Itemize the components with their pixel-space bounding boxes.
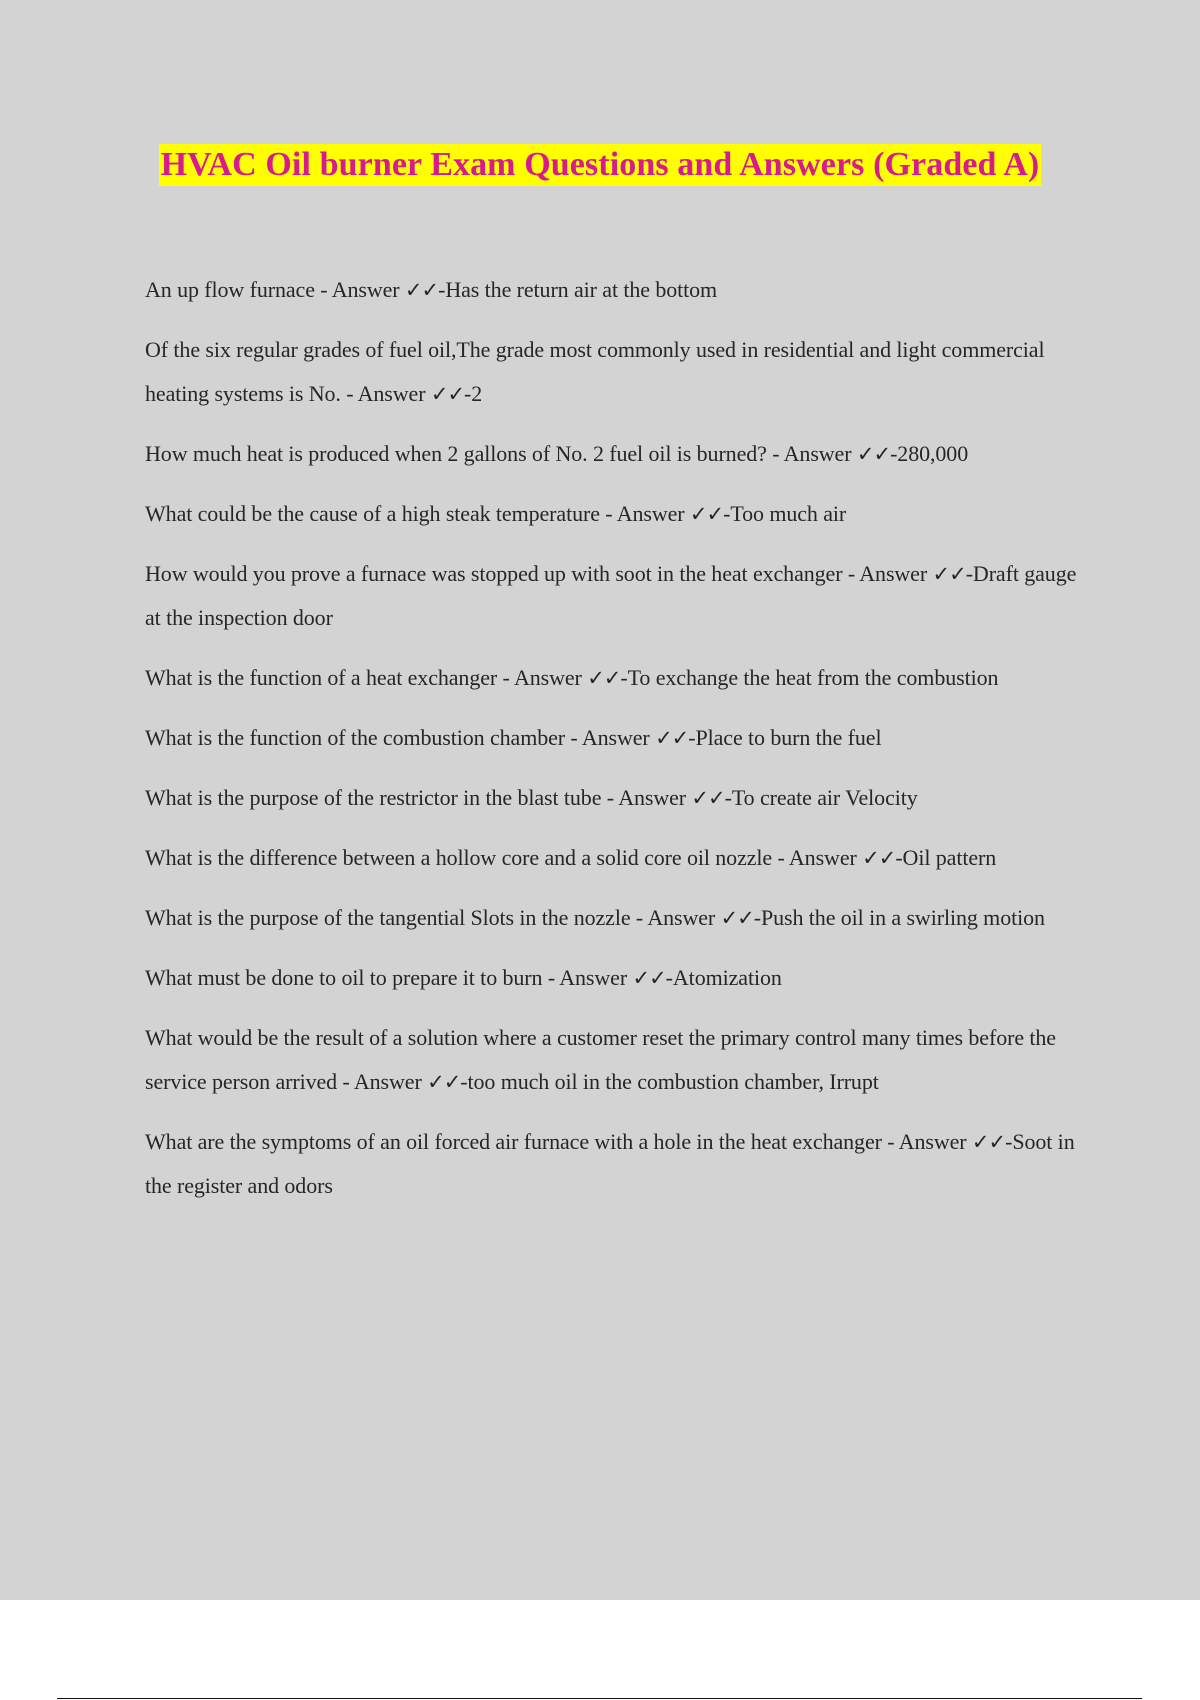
answer-label: Answer (331, 277, 400, 302)
double-check-icon: ✓✓ (430, 382, 465, 406)
qa-list (145, 268, 1085, 1224)
qa-item (145, 896, 1085, 940)
double-check-icon: ✓✓ (856, 442, 891, 466)
answer-text: -To exchange the heat from the combustion (620, 665, 999, 690)
double-check-icon: ✓✓ (427, 1070, 461, 1094)
answer-text: -Place to burn the fuel (688, 725, 882, 750)
double-check-icon: ✓✓ (932, 562, 966, 586)
answer-label: Answer (859, 561, 928, 586)
answer-label: Answer (581, 725, 650, 750)
question-text: What is the function of the combustion chamber - (145, 725, 582, 750)
answer-label: Answer (618, 785, 687, 810)
double-check-icon: ✓✓ (862, 846, 896, 870)
question-text: Of the six regular grades of fuel oil,The grade most commonly used in residential and light commercial heating systems is No. - (145, 337, 1045, 406)
answer-text: -Draft gauge at the inspection door (145, 561, 1077, 630)
double-check-icon: ✓✓ (971, 1130, 1006, 1154)
answer-text: -280,000 (890, 441, 969, 466)
question-text: What is the function of a heat exchanger - (145, 665, 514, 690)
qa-item (145, 1016, 1085, 1104)
answer-label: Answer (647, 905, 716, 930)
question-text: What are the symptoms of an oil forced air furnace with a hole in the heat exchanger - (145, 1129, 899, 1154)
answer-text: -Push the oil in a swirling motion (753, 905, 1045, 930)
qa-item (145, 716, 1085, 760)
double-check-icon: ✓✓ (720, 906, 754, 930)
answer-label: Answer (898, 1129, 967, 1154)
answer-label: Answer (616, 501, 685, 526)
answer-label: Answer (788, 845, 857, 870)
answer-label: Answer (783, 441, 852, 466)
answer-text: -Too much air (723, 501, 847, 526)
qa-item (145, 328, 1085, 416)
qa-item (145, 492, 1085, 536)
double-check-icon: ✓✓ (691, 786, 725, 810)
answer-text: -2 (464, 381, 483, 406)
answer-label: Answer (513, 665, 582, 690)
double-check-icon: ✓✓ (689, 502, 724, 526)
answer-text: -Oil pattern (895, 845, 997, 870)
title-container (0, 144, 1200, 186)
qa-item (145, 956, 1085, 1000)
qa-item (145, 656, 1085, 700)
answer-text: -Soot in the register and odors (145, 1129, 1075, 1198)
answer-label: Answer (353, 1069, 422, 1094)
double-check-icon: ✓✓ (587, 666, 621, 690)
question-text: How would you prove a furnace was stopped up with soot in the heat exchanger - (145, 561, 860, 586)
qa-item (145, 776, 1085, 820)
double-check-icon: ✓✓ (404, 278, 439, 302)
question-text: An up flow furnace - (145, 277, 332, 302)
answer-label: Answer (559, 965, 628, 990)
question-text: What could be the cause of a high steak temperature - (145, 501, 617, 526)
footer-divider (57, 1698, 1142, 1699)
question-text: What is the difference between a hollow core and a solid core oil nozzle - (145, 845, 789, 870)
qa-item (145, 1120, 1085, 1208)
question-text: What is the purpose of the restrictor in the blast tube - (145, 785, 619, 810)
question-text: What is the purpose of the tangential Slots in the nozzle - (145, 905, 648, 930)
question-text: What must be done to oil to prepare it to burn - (145, 965, 560, 990)
qa-item (145, 836, 1085, 880)
answer-text: -Has the return air at the bottom (438, 277, 718, 302)
qa-item (145, 432, 1085, 476)
qa-item (145, 552, 1085, 640)
question-text: How much heat is produced when 2 gallons of No. 2 fuel oil is burned? - (145, 441, 784, 466)
answer-label: Answer (357, 381, 426, 406)
answer-text: -too much oil in the combustion chamber, Irrupt (460, 1069, 879, 1094)
document-title: HVAC Oil burner Exam Questions and Answers (Graded A) (159, 144, 1042, 186)
question-text: What would be the result of a solution where a customer reset the primary control many times before the service person arrived - (145, 1025, 1056, 1094)
answer-text: -To create air Velocity (724, 785, 918, 810)
answer-text: -Atomization (665, 965, 782, 990)
double-check-icon: ✓✓ (632, 966, 666, 990)
qa-item (145, 268, 1085, 312)
double-check-icon: ✓✓ (655, 726, 689, 750)
